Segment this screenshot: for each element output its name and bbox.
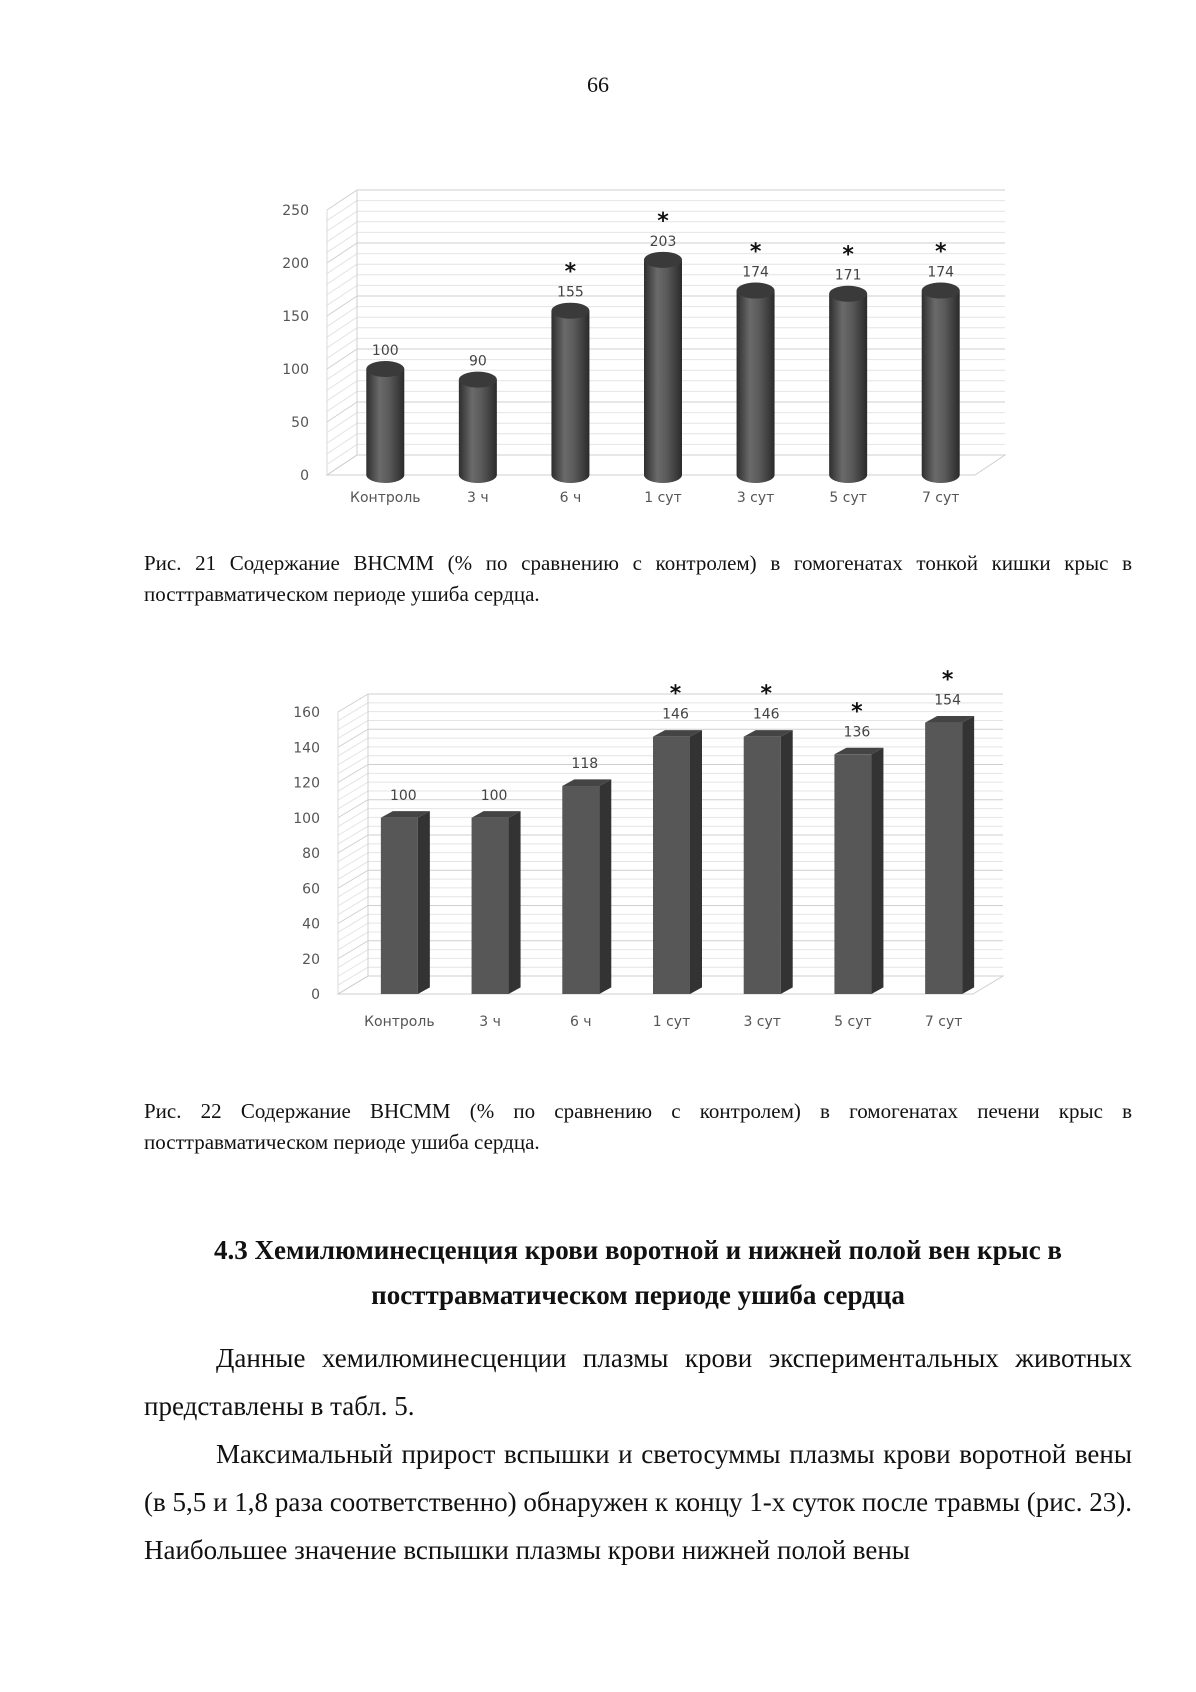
- grid-side-line: [338, 826, 368, 844]
- x-tick-label: 3 сут: [736, 490, 775, 506]
- data-label: 100: [371, 343, 399, 359]
- grid-side-line: [338, 738, 368, 756]
- grid-side-line: [338, 835, 368, 853]
- grid-side-line: [338, 906, 368, 924]
- grid-side-line: [338, 888, 368, 906]
- bar-side: [418, 811, 430, 994]
- y-tick-label: 50: [291, 415, 309, 431]
- y-tick-label: 20: [302, 951, 320, 968]
- significance-mark: *: [760, 681, 772, 707]
- data-label: 136: [843, 724, 871, 741]
- significance-mark: *: [934, 239, 947, 265]
- data-label: 154: [934, 692, 962, 709]
- y-tick-label: 0: [300, 468, 309, 484]
- bar-side: [509, 811, 521, 994]
- grid-side-line: [338, 800, 368, 818]
- bar: [744, 737, 781, 994]
- grid-side-line: [338, 703, 368, 721]
- grid-side-line: [338, 870, 368, 888]
- figure-22-caption: Рис. 22 Содержание ВНСММ (% по сравнению с контролем) в гомогенатах печени крыс в посттравматическом периоде ушиба сердца.: [144, 1099, 1132, 1154]
- y-tick-label: 80: [302, 846, 320, 862]
- grid-side-line: [338, 720, 368, 738]
- x-tick-label: 6 ч: [569, 1014, 592, 1030]
- grid-side-line: [338, 879, 368, 897]
- data-label: 146: [662, 706, 689, 723]
- grid-side-line: [338, 773, 368, 791]
- figure-21-caption: Рис. 21 Содержание ВНСММ (% по сравнению с контролем) в гомогенатах тонкой кишки крыс в посттравматическом периоде ушиба сердца.: [144, 551, 1132, 606]
- grid-side-line: [338, 791, 368, 809]
- paragraph-2: Максимальный прирост вспышки и светосуммы плазмы крови воротной вены (в 5,5 и 1,8 раза соответственно) обнаружен к концу 1-х суток после травмы (рис. 23). Наибольшее значение вспышки плазмы крови нижней полой вены: [144, 1439, 1132, 1565]
- y-tick-label: 200: [282, 256, 309, 272]
- grid-side-line: [338, 765, 368, 783]
- x-tick-label: 3 сут: [743, 1014, 781, 1030]
- x-tick-label: 3 ч: [467, 490, 489, 506]
- x-tick-label: 7 сут: [924, 1014, 963, 1030]
- grid-side-line: [338, 817, 368, 835]
- page-number: 66: [587, 72, 609, 97]
- x-tick-label: 5 сут: [834, 1014, 872, 1030]
- data-label: 171: [834, 267, 862, 284]
- grid-side-line: [338, 853, 368, 871]
- paragraph-1: Данные хемилюминесценции плазмы крови экспериментальных животных представлены в табл. 5.: [144, 1343, 1132, 1421]
- grid-side-line: [338, 756, 368, 774]
- significance-mark: *: [851, 699, 863, 725]
- bar-side: [781, 730, 793, 994]
- data-label: 203: [649, 233, 677, 250]
- data-label: 100: [389, 787, 417, 804]
- data-label: 174: [927, 264, 955, 281]
- significance-mark: *: [564, 259, 577, 285]
- data-label: 100: [480, 787, 508, 804]
- x-tick-label: 5 сут: [829, 490, 867, 506]
- grid-side-line: [338, 897, 368, 915]
- bar-side: [690, 730, 702, 994]
- y-tick-label: 120: [293, 775, 320, 792]
- grid-side-line: [338, 694, 368, 712]
- x-tick-label: 7 сут: [921, 490, 960, 506]
- grid-side-line: [338, 782, 368, 800]
- y-tick-label: 60: [302, 881, 320, 898]
- grid-side-line: [338, 967, 368, 985]
- bar-side: [871, 748, 883, 994]
- significance-mark: *: [749, 239, 762, 265]
- y-tick-label: 160: [293, 705, 320, 721]
- y-tick-label: 0: [311, 987, 320, 1003]
- grid-side-line: [338, 941, 368, 959]
- data-label: 118: [571, 756, 599, 773]
- y-tick-label: 100: [282, 362, 309, 378]
- grid-side-line: [338, 712, 368, 730]
- section-heading: 4.3 Хемилюминесценция крови воротной и нижней полой вен крыс в посттравматическом периоде ушиба сердца: [213, 1235, 1063, 1310]
- data-label: 146: [752, 706, 780, 723]
- x-tick-label: 1 сут: [652, 1014, 691, 1030]
- grid-side-line: [338, 923, 368, 941]
- grid-side-line: [338, 958, 368, 976]
- data-label: 174: [742, 264, 769, 281]
- bar: [472, 818, 509, 994]
- data-label: 155: [557, 284, 584, 301]
- bar: [653, 737, 690, 994]
- y-tick-label: 150: [282, 309, 309, 325]
- bar: [562, 786, 599, 994]
- grid-side-line: [338, 950, 368, 968]
- bar: [381, 818, 418, 994]
- grid-side-line: [338, 861, 368, 879]
- grid-side-line: [338, 914, 368, 932]
- y-tick-label: 40: [302, 916, 320, 933]
- y-tick-label: 250: [282, 203, 309, 219]
- significance-mark: *: [842, 242, 854, 268]
- bar-side: [962, 716, 974, 994]
- y-tick-label: 140: [293, 740, 320, 757]
- grid-side-line: [338, 809, 368, 827]
- x-tick-label: Контроль: [364, 1014, 435, 1030]
- bar: [834, 754, 871, 994]
- significance-mark: *: [657, 208, 669, 234]
- grid-side-line: [338, 932, 368, 950]
- x-tick-label: Контроль: [350, 490, 421, 506]
- x-tick-label: 6 ч: [559, 490, 582, 506]
- grid-side-line: [338, 747, 368, 765]
- x-tick-label: 1 сут: [644, 490, 682, 506]
- grid-side-line: [338, 844, 368, 862]
- grid-side-line: [338, 729, 368, 747]
- bar: [925, 723, 962, 994]
- significance-mark: *: [941, 667, 954, 693]
- bar-side: [599, 779, 611, 994]
- significance-mark: *: [669, 681, 682, 707]
- data-label: 90: [468, 353, 487, 370]
- x-tick-label: 3 ч: [479, 1014, 501, 1030]
- y-tick-label: 100: [293, 810, 320, 827]
